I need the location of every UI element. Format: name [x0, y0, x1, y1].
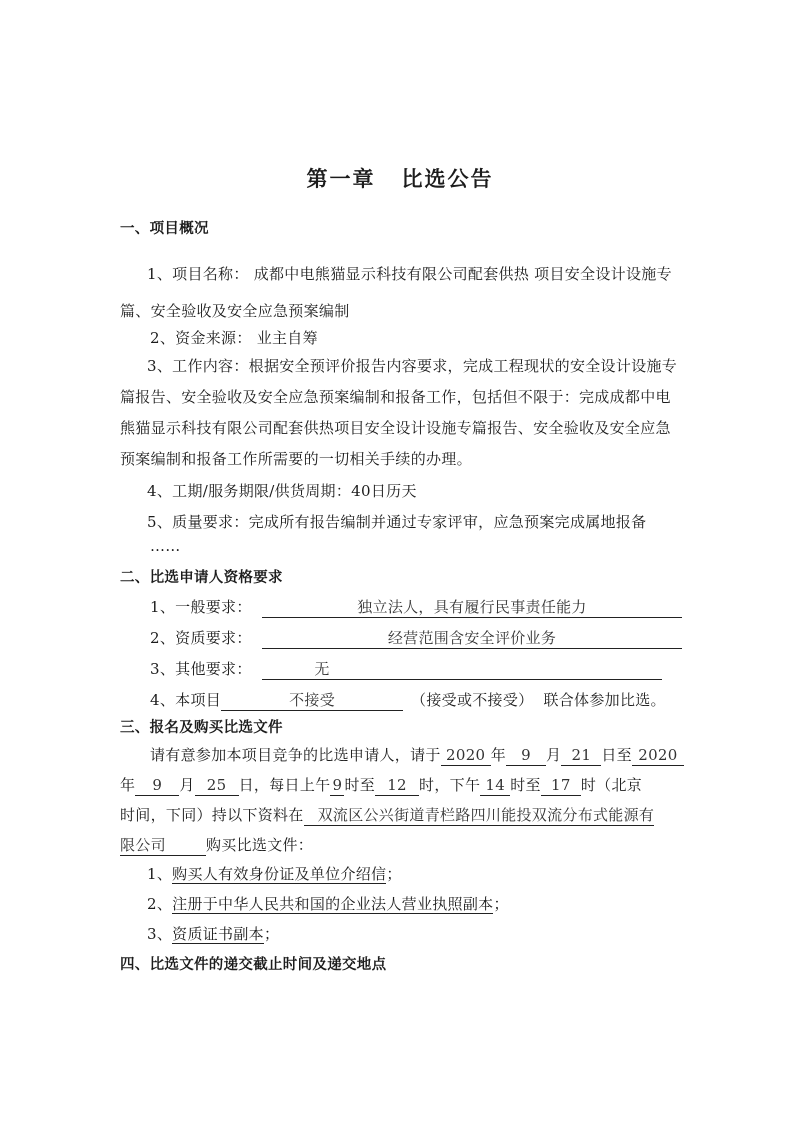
start-month: 9: [506, 746, 546, 766]
req1-label: 1、一般要求：: [150, 598, 252, 616]
day-to-label: 日至: [601, 746, 632, 764]
pm-end: 17: [541, 776, 581, 796]
hour-label: 时: [580, 776, 597, 794]
ellipsis: ……: [150, 537, 181, 555]
req2-field: [262, 628, 682, 649]
funding-source: 2、资金来源： 业主自筹: [150, 329, 318, 347]
req3-label: 3、其他要求：: [150, 660, 252, 678]
end-year: 2020: [632, 746, 684, 766]
work-content-line3: 熊猫显示科技有限公司配套供热项目安全设计设施专篇报告、安全验收及安全应急: [120, 419, 671, 437]
registration-line2: [120, 775, 642, 796]
req4-label: 4、本项目: [150, 691, 222, 709]
doc-item-3: [147, 924, 279, 944]
beijing-time-part2: 时间，下同）持以下资料在: [120, 806, 304, 824]
doc-item-2: [147, 894, 509, 914]
month-label-2: 月: [179, 776, 195, 794]
work-content-line2: 篇报告、安全验收及安全应急预案编制和报备工作，包括但不限于：完成成都中电: [120, 388, 671, 406]
doc3-text: 资质证书副本: [172, 925, 264, 943]
work-content-line4: 预案编制和报备工作所需要的一切相关手续的办理。: [120, 450, 472, 468]
am-end: 12: [375, 776, 419, 796]
doc2-number: 2、: [147, 895, 173, 913]
am-start: 9: [330, 776, 344, 796]
req3-value: 无: [262, 660, 382, 680]
end-day: 25: [195, 776, 239, 796]
registration-line1: [150, 745, 684, 766]
req4-suffix: 联合体参加比选。: [543, 691, 666, 709]
doc3-end: ；: [263, 925, 280, 943]
pm-start: 14: [480, 776, 510, 796]
work-content-line1: 3、工作内容：根据安全预评价报告内容要求，完成工程现状的安全设计设施专: [147, 357, 678, 375]
chapter-title: [0, 163, 800, 193]
req4-note: （接受或不接受）: [411, 691, 534, 709]
doc1-text: 购买人有效身份证及单位介绍信: [172, 865, 387, 883]
chapter-number: 第一章: [306, 167, 376, 191]
req3-field: [262, 659, 662, 680]
location-line1: 双流区公兴街道青栏路四川能投双流分布式能源有: [304, 806, 655, 826]
end-month: 9: [135, 776, 179, 796]
month-label-1: 月: [546, 746, 562, 764]
doc2-text: 注册于中华人民共和国的企业法人营业执照副本: [172, 895, 494, 913]
registration-line3: [120, 805, 654, 826]
doc-item-1: [147, 864, 402, 884]
req1-field: [262, 597, 682, 618]
req3-blank: [382, 660, 662, 680]
year-label-2: 年: [120, 776, 136, 794]
year-label-1: 年: [490, 746, 507, 764]
start-day: 21: [561, 746, 601, 766]
section2-heading: 二、比选申请人资格要求: [120, 570, 283, 586]
intro-text: 请有意参加本项目竞争的比选申请人，请于: [150, 746, 441, 764]
purchase-text: 购买比选文件：: [206, 836, 314, 854]
location-line2: 限公司: [120, 836, 206, 856]
req2-value: 经营范围含安全评价业务: [262, 629, 682, 649]
start-year: 2020: [441, 746, 491, 766]
req1-value: 独立法人，具有履行民事责任能力: [262, 598, 682, 618]
project-name-line2: 篇、安全验收及安全应急预案编制: [120, 302, 350, 320]
doc2-end: ；: [493, 895, 509, 913]
quality-requirement: 5、质量要求：完成所有报告编制并通过专家评审，应急预案完成属地报备: [147, 513, 647, 531]
hour-to-label-2: 时至: [510, 776, 541, 794]
doc3-number: 3、: [147, 925, 173, 943]
section3-heading: 三、报名及购买比选文件: [120, 720, 283, 736]
daily-text: 日，每日上午: [238, 776, 331, 794]
chapter-name: 比选公告: [401, 167, 494, 191]
beijing-time-part1: （北京: [596, 776, 643, 794]
req4-value: 不接受: [221, 691, 403, 711]
hour-to-label-1: 时至: [344, 776, 376, 794]
section1-heading: 一、项目概况: [120, 221, 209, 237]
project-name-line1: 1、项目名称： 成都中电熊猫显示科技有限公司配套供热 项目安全设计设施专: [147, 265, 672, 283]
doc1-number: 1、: [147, 865, 173, 883]
registration-line4: [120, 835, 313, 856]
pm-text: 时，下午: [419, 776, 481, 794]
section4-heading: 四、比选文件的递交截止时间及递交地点: [120, 957, 387, 973]
req2-label: 2、资质要求：: [150, 629, 252, 647]
doc1-end: ；: [386, 865, 402, 883]
req4-line: [150, 690, 666, 711]
duration: 4、工期/服务期限/供货周期：40日历天: [147, 482, 417, 500]
